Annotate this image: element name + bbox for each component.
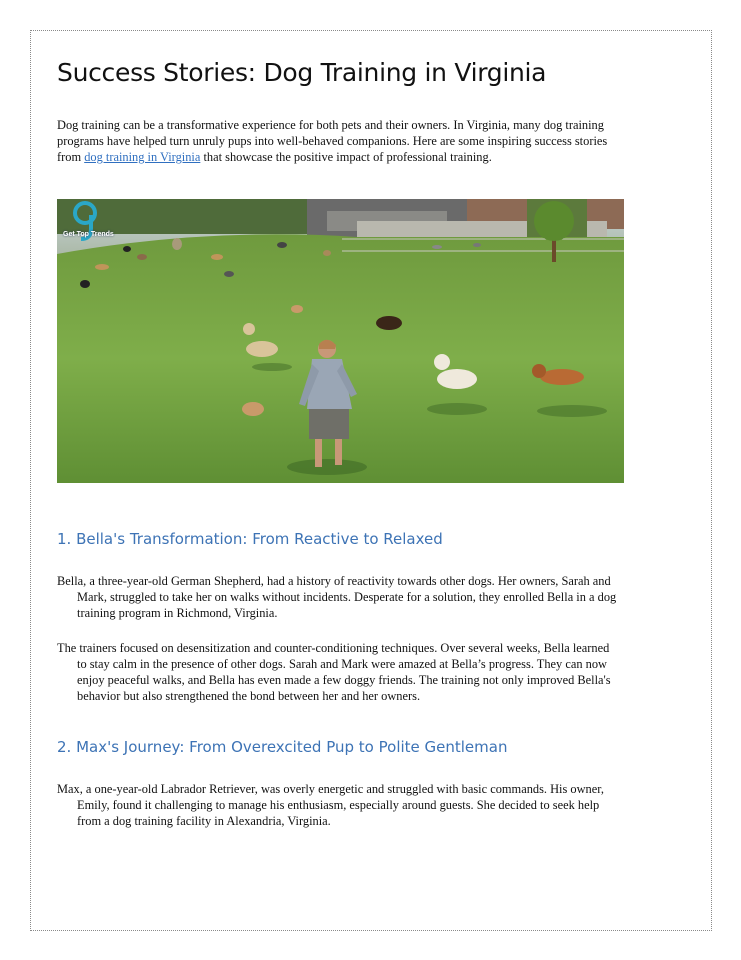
- intro-text-before: Dog training can be a transformative experience for both pets and their owners. In Virginia, many dog training programs have helped turn unruly pups into well-behaved companions. Here are some inspiring success stories from: [57, 118, 608, 164]
- dog-park-photo: [57, 199, 624, 483]
- section-2-heading: 2. Max's Journey: From Overexcited Pup to Polite Gentleman: [57, 738, 508, 756]
- intro-paragraph: [57, 117, 632, 165]
- logo-caption: Get Top Trends: [63, 231, 114, 238]
- intro-text-after: that showcase the positive impact of professional training.: [200, 150, 492, 164]
- page-title: Success Stories: Dog Training in Virginia: [57, 58, 547, 87]
- section-1-paragraph-2: The trainers focused on desensitization and counter-conditioning techniques. Over several weeks, Bella learned to stay calm in the presence of other dogs. Sarah and Mark were amazed at Bella’s progress. They can now enjoy peaceful walks, and Bella has even made a few doggy friends. The training not only improved Bella's behavior but also strengthened the bond between her and her owners.: [57, 641, 611, 703]
- section-1-paragraph-1: Bella, a three-year-old German Shepherd, had a history of reactivity towards other dogs. Her owners, Sarah and Mark, struggled to take her on walks without incidents. Desperate for a solution, they enrolled Bella in a dog training program in Richmond, Virginia.: [57, 574, 617, 620]
- dog-training-link[interactable]: dog training in Virginia: [84, 150, 201, 164]
- section-2-paragraph-1: Max, a one-year-old Labrador Retriever, was overly energetic and struggled with basic commands. His owner, Emily, found it challenging to manage his enthusiasm, especially around guests. She decided to seek help from a dog training facility in Alexandria, Virginia.: [57, 782, 604, 828]
- section-1-heading: 1. Bella's Transformation: From Reactive to Relaxed: [57, 530, 443, 548]
